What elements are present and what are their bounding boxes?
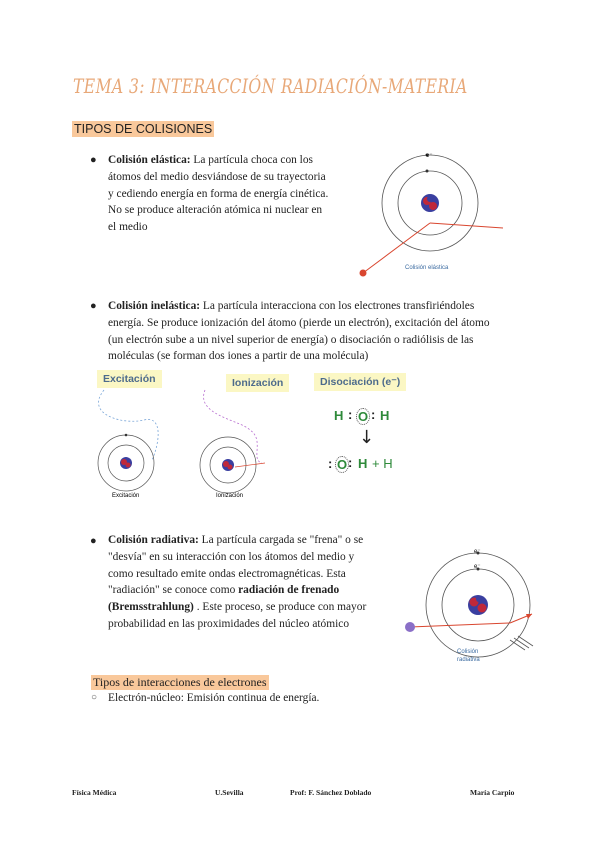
hydrogen-atom: H <box>358 456 368 471</box>
elastic-text: La partícula choca con los átomos del medio desviándose de su trayectoria y cediendo energía en forma de energía cinética. No se produce alteración atómica ni nuclear en el medio <box>108 154 329 234</box>
elastic-label: Colisión elástica: <box>108 154 191 166</box>
electron-label: e⁻ <box>426 153 433 159</box>
oxygen-atom: O <box>358 409 369 424</box>
elastic-collision-figure <box>350 148 520 278</box>
hydrogen-atom: H <box>334 408 344 423</box>
footer-university: U.Sevilla <box>215 788 244 797</box>
list-marker: ○ <box>91 692 98 703</box>
bond: : <box>348 455 353 470</box>
excitation-figure <box>84 385 184 500</box>
dissociation-figure <box>330 408 410 478</box>
inelastic-text: La partícula interacciona con los electrones transfiriéndoles energía. Se produce ionización del átomo (pierde un electrón), excitación del átomo (un electrón sube a un nivel superior de energía) o disociación o radiólisis de las moléculas (se forman dos iones a partir de una molécula) <box>108 300 490 363</box>
sub-list-item: Electrón-núcleo: Emisión continua de energía. <box>108 692 320 704</box>
bond: : <box>371 407 376 422</box>
bullet-marker: ● <box>90 300 97 312</box>
electron-label: e⁻ <box>474 564 481 570</box>
excitation-label: Excitación <box>97 370 162 388</box>
hydrogen-atom: H <box>380 408 390 423</box>
lone-pair: : <box>328 456 333 471</box>
reaction-arrow: ↓ <box>359 427 375 448</box>
incident-particle <box>405 622 415 632</box>
inelastic-paragraph <box>108 298 503 365</box>
footer-author: María Carpio <box>470 788 515 797</box>
ionization-figure <box>190 385 290 500</box>
ionization-small-label: Ionización <box>216 493 244 499</box>
bullet-marker: ● <box>90 154 97 166</box>
inelastic-label: Colisión inelástica: <box>108 300 201 312</box>
footer-professor: Prof: F. Sánchez Doblado <box>290 788 372 797</box>
oxygen-atom: O <box>337 457 348 472</box>
bremsstrahlung-term: radiación de frenado (Bremsstrahlung) <box>108 584 340 614</box>
page-title: TEMA 3: INTERACCIÓN RADIACIÓN-MATERIA <box>73 74 468 98</box>
section-heading: TIPOS DE COLISIONES <box>74 122 213 136</box>
bullet-marker: ● <box>90 535 97 547</box>
radiative-collision-figure <box>400 540 540 670</box>
trajectory-out <box>430 223 503 228</box>
excitation-small-label: Excitación <box>112 493 140 499</box>
elastic-paragraph <box>108 152 330 236</box>
radiative-paragraph <box>108 532 378 633</box>
incident-particle <box>360 270 367 277</box>
radiative-caption-1: Colisión <box>457 649 479 655</box>
bond: : <box>348 407 353 422</box>
electron-label: e⁻ <box>474 549 481 555</box>
sub-heading: Tipos de interacciones de electrones <box>93 675 267 689</box>
incident-trajectory <box>410 623 510 627</box>
dissociation-label: Disociación (e⁻) <box>314 373 406 391</box>
radiative-text-1: La partícula cargada se "frena" o se "desvía" en su interacción con los átomos del medio y como resultado emite ondas electromagnéticas. Esta "radiación" se conoce como <box>108 534 364 597</box>
hydrogen-ion: + H <box>372 456 393 471</box>
radiative-text-2: . Este proceso, se produce con mayor probabilidad en las proximidades del núcleo atómico <box>108 601 367 630</box>
footer-course: Física Médica <box>72 788 117 797</box>
elastic-caption: Colisión elástica <box>405 265 449 271</box>
radiative-caption-2: radiativa <box>457 657 480 663</box>
ionization-label: Ionización <box>226 374 289 392</box>
radiative-label: Colisión radiativa: <box>108 534 199 546</box>
